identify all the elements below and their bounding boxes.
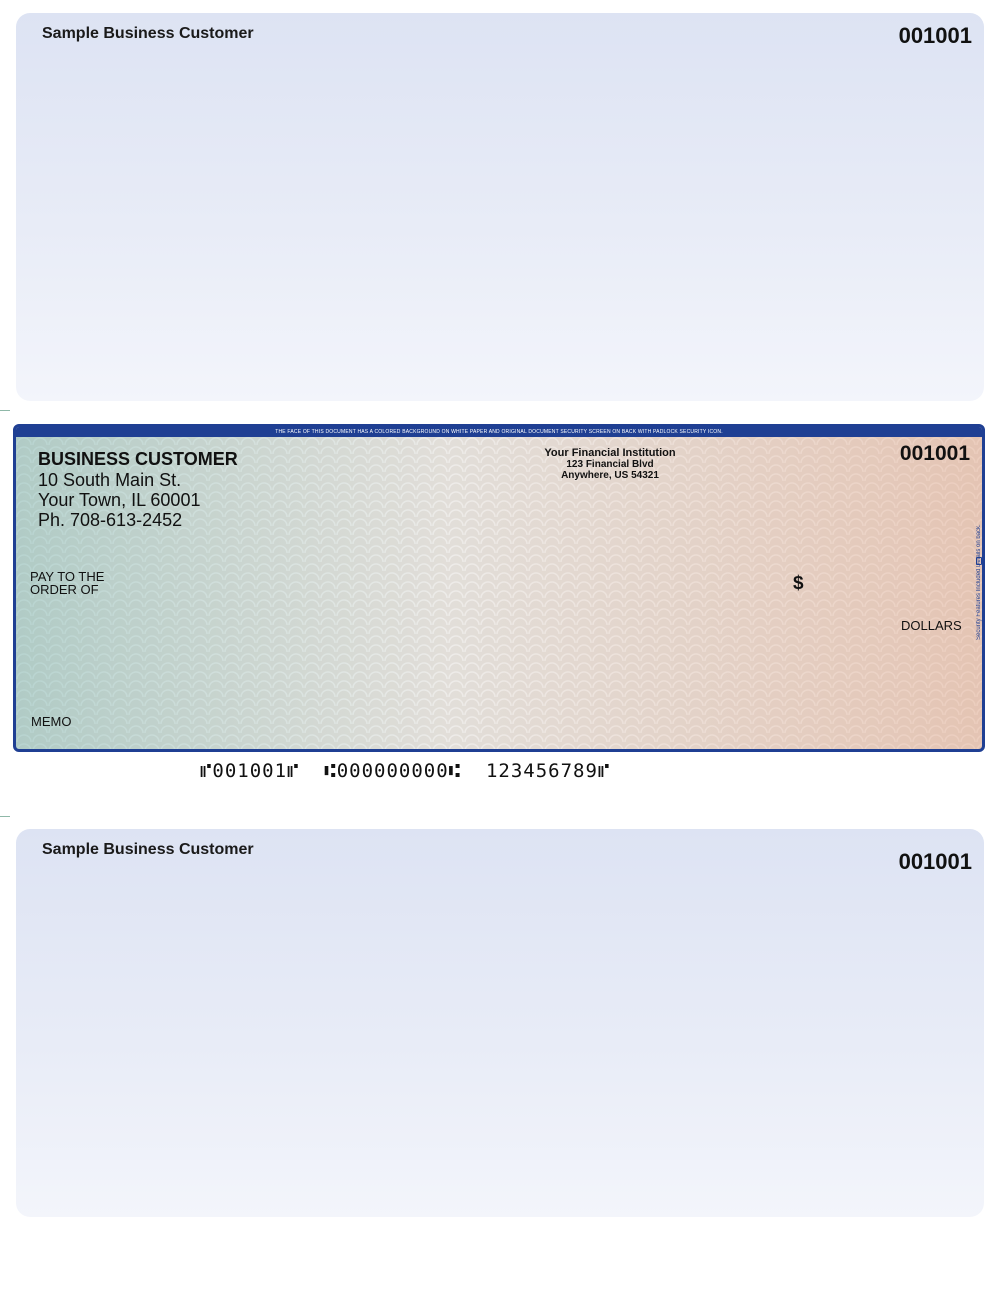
top-stub-customer-name: Sample Business Customer — [42, 25, 254, 42]
pay-to-line1: PAY TO THE — [30, 569, 105, 584]
business-name: BUSINESS CUSTOMER — [38, 449, 238, 469]
business-address1: 10 South Main St. — [38, 470, 182, 490]
pay-to-line2: ORDER OF — [30, 582, 99, 597]
bank-info — [510, 447, 710, 481]
business-info — [38, 449, 238, 530]
padlock-icon — [976, 557, 982, 565]
business-address2: Your Town, IL 60001 — [38, 490, 201, 510]
check-number: 001001 — [899, 442, 970, 465]
bank-address2: Anywhere, US 54321 — [561, 470, 659, 481]
bank-address1: 123 Financial Blvd — [566, 459, 654, 470]
bottom-stub — [16, 829, 984, 1217]
memo-label: MEMO — [31, 714, 72, 729]
top-stub-check-number: 001001 — [898, 23, 972, 48]
dollar-sign: $ — [793, 573, 804, 594]
micr-line: ⑈001001⑈ ⑆000000000⑆ 123456789⑈ — [200, 760, 611, 782]
security-banner: THE FACE OF THIS DOCUMENT HAS A COLORED BACKGROUND ON WHITE PAPER AND ORIGINAL DOCUMENT SECURITY SCREEN ON BACK WITH PADLOCK SECURITY ICON. — [16, 427, 982, 437]
check-body — [13, 424, 985, 752]
bank-name: Your Financial Institution — [544, 447, 676, 459]
perforation-mark-bottom — [0, 816, 10, 817]
top-stub — [16, 13, 984, 401]
business-phone: Ph. 708-613-2452 — [38, 510, 183, 530]
pay-to-label — [30, 570, 104, 596]
bottom-stub-check-number: 001001 — [898, 849, 972, 874]
dollars-label: DOLLARS — [901, 618, 962, 633]
perforation-mark-top — [0, 410, 10, 411]
security-side-text: Security Features Included Details on back. — [976, 524, 982, 640]
bottom-stub-customer-name: Sample Business Customer — [42, 841, 254, 858]
